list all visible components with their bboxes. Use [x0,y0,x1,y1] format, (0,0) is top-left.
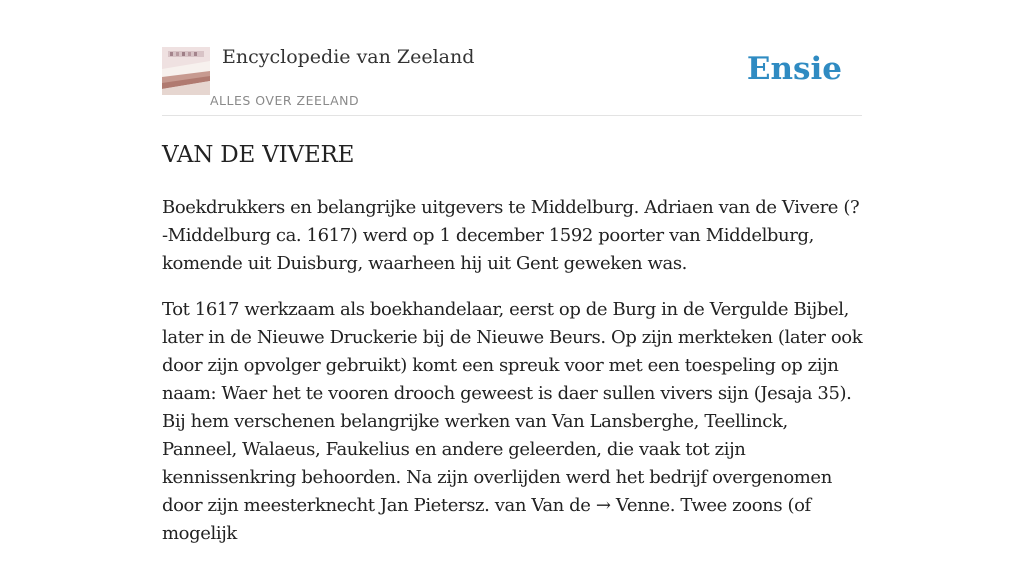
cross-reference-link[interactable]: → Venne [595,495,670,516]
site-header [162,0,862,116]
article-title: VAN DE VIVERE [162,142,355,168]
book-stack-icon [162,47,210,95]
article-paragraph-2 [162,296,864,548]
paragraph-2-text-end: . Twee zoons (of mogelijk [162,495,811,544]
brand-logo[interactable]: Ensie [746,51,842,87]
site-title[interactable]: Encyclopedie van Zeeland [222,46,475,68]
site-avatar[interactable] [162,47,210,95]
paragraph-2-text: Tot 1617 werkzaam als boekhandelaar, eerst op de Burg in de Vergulde Bijbel, later in de Nieuwe Druckerie bij de Nieuwe Beurs. Op zijn merkteken (later ook door zijn opvolger gebruikt) komt een spreuk voor met een toespeling op zijn naam: Waer het te vooren drooch geweest is daer sullen vivers sijn (Jesaja 35). Bij hem verschenen belangrijke werken van Van Lansberghe, Teellinck, Panneel, Walaeus, Faukelius en andere geleerden, die vaak tot zijn kennissenkring behoorden. Na zijn overlijden werd het bedrijf overgenomen door zijn meesterknecht Jan Pietersz. van Van de [162,299,863,516]
article [162,138,864,566]
site-subtitle: ALLES OVER ZEELAND [210,93,360,108]
article-paragraph-1: Boekdrukkers en belangrijke uitgevers te Middelburg. Adriaen van de Vivere (?-Middelburg ca. 1617) werd op 1 december 1592 poorter van Middelburg, komende uit Duisburg, waarheen hij uit Gent geweken was. [162,197,860,274]
